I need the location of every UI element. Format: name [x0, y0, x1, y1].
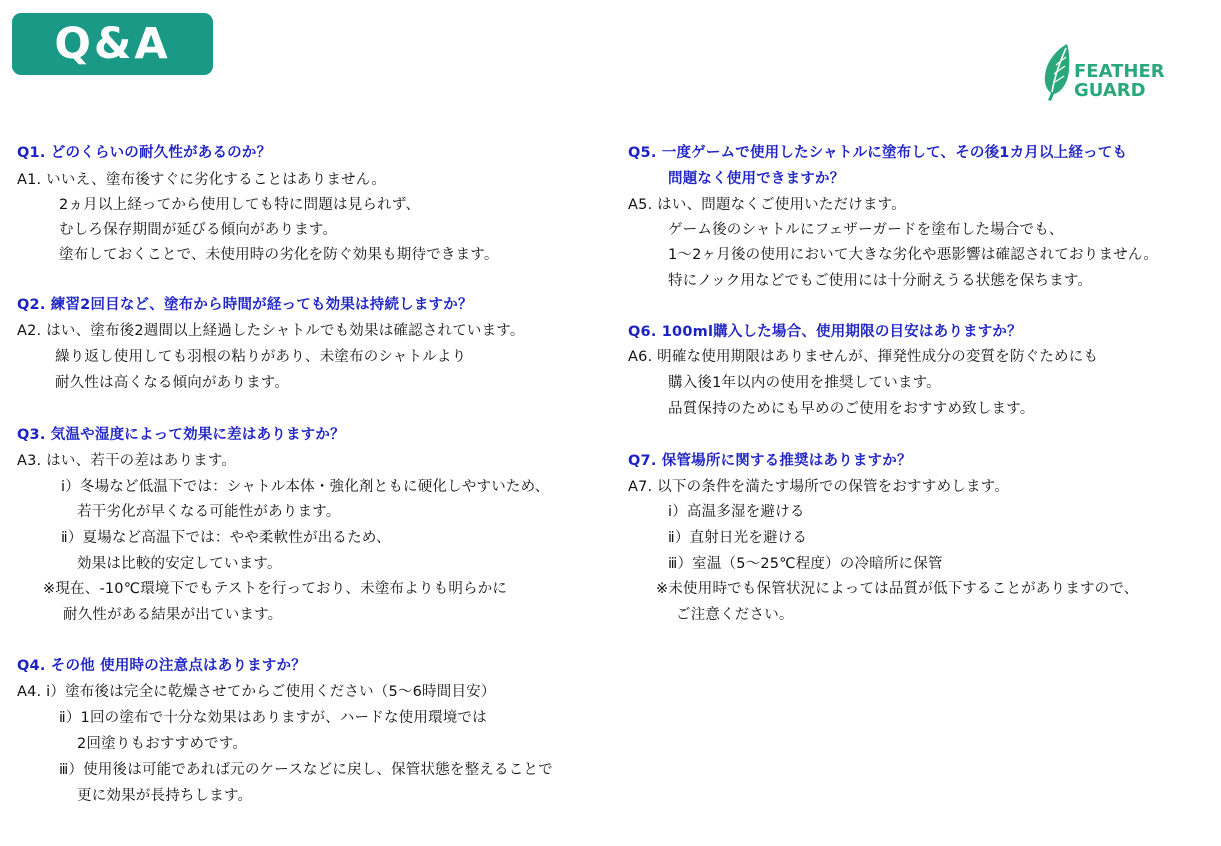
- answer-q1-line2: 2ヵ月以上経ってから使用しても特に問題は見られず、: [59, 197, 421, 213]
- logo: [1040, 42, 1165, 104]
- question-q3: Q3. 気温や湿度によって効果に差はありますか？: [17, 427, 345, 443]
- page-title: Q&A: [54, 18, 171, 69]
- question-q2: Q2. 練習2回目など、塗布から時間が経っても効果は持続しますか？: [17, 297, 473, 313]
- answer-q1-line4: 塗布しておくことで、未使用時の劣化を防ぐ効果も期待できます。: [59, 247, 499, 263]
- question-q4: Q4. その他 使用時の注意点はありますか？: [17, 658, 306, 674]
- answer-q3-note-line2: 耐久性がある結果が出ています。: [63, 607, 283, 623]
- answer-q7-line2: ⅰ）高温多湿を避ける: [668, 504, 805, 520]
- answer-q7-note-line1: ※未使用時でも保管状況によっては品質が低下することがありますので、: [656, 581, 1139, 597]
- question-q6: Q6. 100ml購入した場合、使用期限の目安はありますか？: [628, 324, 1022, 340]
- answer-q3-line3: 若干劣化が早くなる可能性があります。: [77, 504, 341, 520]
- answer-q4-line1: A4. ⅰ）塗布後は完全に乾燥させてからご使用ください（5～6時間目安）: [17, 684, 496, 700]
- answer-q2-line1: A2. はい、塗布後2週間以上経過したシャトルでも効果は確認されています。: [17, 323, 525, 339]
- question-q7: Q7. 保管場所に関する推奨はありますか？: [628, 453, 912, 469]
- answer-q5-line4: 特にノック用などでもご使用には十分耐えうる状態を保ちます。: [668, 273, 1093, 289]
- answer-q4-line4: ⅲ）使用後は可能であれば元のケースなどに戻し、保管状態を整えることで: [59, 762, 553, 778]
- answer-q7-line3: ⅱ）直射日光を避ける: [668, 530, 808, 546]
- answer-q4-line5: 更に効果が長持ちします。: [77, 788, 253, 804]
- answer-q4-line2: ⅱ）1回の塗布で十分な効果はありますが、ハードな使用環境では: [59, 710, 487, 726]
- answer-q7-line1: A7. 以下の条件を満たす場所での保管をおすすめします。: [628, 479, 1009, 495]
- answer-q1-line3: むしろ保存期間が延びる傾向があります。: [59, 222, 338, 238]
- answer-q5-line2: ゲーム後のシャトルにフェザーガードを塗布した場合でも、: [668, 222, 1064, 238]
- answer-q1-line1: A1. いいえ、塗布後すぐに劣化することはありません。: [17, 172, 387, 188]
- answer-q4-line3: 2回塗りもおすすめです。: [77, 736, 248, 752]
- answer-q2-line2: 繰り返し使用しても羽根の粘りがあり、未塗布のシャトルより: [55, 349, 467, 365]
- question-q1: Q1. どのくらいの耐久性があるのか？: [17, 145, 272, 161]
- answer-q3-note-line1: ※現在、-10℃環境下でもテストを行っており、未塗布よりも明らかに: [43, 581, 508, 597]
- logo-text-line2: GUARD: [1074, 80, 1146, 101]
- answer-q5-line3: 1～2ヶ月後の使用において大きな劣化や悪影響は確認されておりません。: [668, 247, 1159, 263]
- answer-q3-line4: ⅱ）夏場など高温下では：やや柔軟性が出るため、: [61, 530, 391, 546]
- answer-q7-note-line2: ご注意ください。: [676, 607, 794, 623]
- answer-q2-line3: 耐久性は高くなる傾向があります。: [55, 375, 290, 391]
- answer-q7-line4: ⅲ）室温（5～25℃程度）の冷暗所に保管: [668, 556, 943, 572]
- feather-icon: [1040, 42, 1072, 102]
- answer-q6-line1: A6. 明確な使用期限はありませんが、揮発性成分の変質を防ぐためにも: [628, 349, 1099, 365]
- answer-q6-line3: 品質保持のためにも早めのご使用をおすすめ致します。: [668, 401, 1035, 417]
- answer-q3-line2: ⅰ）冬場など低温下では：シャトル本体・強化剤ともに硬化しやすいため、: [61, 479, 550, 495]
- answer-q3-line5: 効果は比較的安定しています。: [77, 556, 282, 572]
- logo-text-line1: FEATHER: [1074, 61, 1165, 82]
- answer-q6-line2: 購入後1年以内の使用を推奨しています。: [668, 375, 941, 391]
- title-badge: [12, 13, 213, 75]
- question-q5-line2: 問題なく使用できますか？: [668, 171, 845, 187]
- answer-q3-line1: A3. はい、若干の差はあります。: [17, 453, 237, 469]
- answer-q5-line1: A5. はい、問題なくご使用いただけます。: [628, 197, 906, 213]
- question-q5-line1: Q5. 一度ゲームで使用したシャトルに塗布して、その後1カ月以上経っても: [628, 145, 1128, 161]
